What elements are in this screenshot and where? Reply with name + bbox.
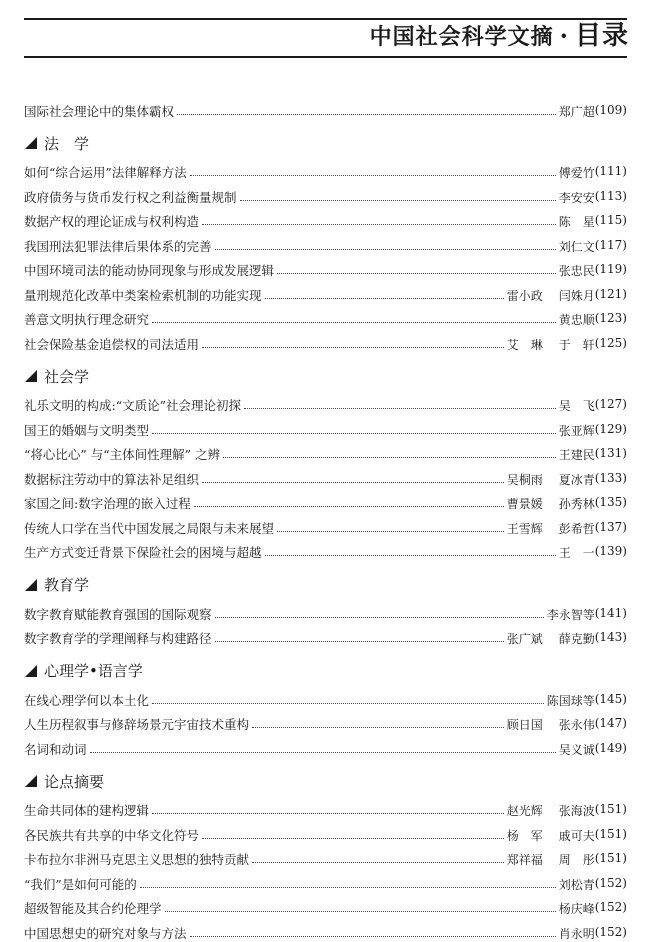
entry-title: 量刑规范化改革中类案检索机制的功能实现 xyxy=(24,287,262,303)
dot-leader xyxy=(223,457,556,458)
author-name: 王雪辉 xyxy=(506,521,543,536)
entry-title: 国际社会理论中的集体霸权 xyxy=(24,103,175,119)
entry-title: 中国思想史的研究对象与方法 xyxy=(24,925,187,941)
entry-authors xyxy=(507,851,627,868)
dot-leader xyxy=(177,114,556,115)
dot-leader xyxy=(252,727,504,728)
entry-authors xyxy=(507,827,627,844)
entry-authors xyxy=(559,397,627,414)
page-number: (149) xyxy=(594,740,627,755)
section-label: 心理学•语言学 xyxy=(44,662,143,680)
toc-entry[interactable] xyxy=(24,709,627,734)
entry-authors xyxy=(559,422,627,439)
entry-authors xyxy=(559,876,627,893)
entry-title: 超级智能及其合约伦理学 xyxy=(24,901,162,916)
toc-entry[interactable] xyxy=(24,844,627,869)
author-name: 王 一 xyxy=(558,546,595,560)
dot-leader xyxy=(152,433,556,434)
page-number: (121) xyxy=(594,286,627,301)
page-number: (123) xyxy=(594,311,627,325)
entry-title: 我国刑法犯罪法律后果体系的完善 xyxy=(24,238,212,254)
entry-authors xyxy=(559,164,627,181)
entry-authors xyxy=(507,495,627,512)
author-name: 肖永明 xyxy=(558,926,595,941)
entry-title: 在线心理学何以本土化 xyxy=(24,692,150,708)
author-name: 曹景媛 xyxy=(506,497,543,511)
author-name: 张忠民 xyxy=(558,264,595,278)
entry-authors xyxy=(559,544,627,561)
author-name: 郑广超 xyxy=(558,104,595,119)
toc-entry[interactable] xyxy=(24,439,627,464)
entry-authors xyxy=(507,287,627,304)
entry-authors xyxy=(507,520,627,537)
author-name: 戚可夫 xyxy=(558,828,595,843)
entry-title: 国王的婚姻与文明类型 xyxy=(24,422,150,438)
author-name: 张亚辉 xyxy=(558,423,595,438)
page-number: (115) xyxy=(594,213,627,227)
entry-authors xyxy=(559,213,627,230)
toc-list xyxy=(24,95,627,942)
author-name: 傅爱竹 xyxy=(558,166,595,180)
entry-authors xyxy=(559,103,627,120)
dot-leader xyxy=(152,813,504,814)
page-number: (131) xyxy=(594,446,627,460)
page-number: (129) xyxy=(594,421,627,436)
entry-title: 名词和动词 xyxy=(24,741,87,757)
journal-name: 中国社会科学文摘 xyxy=(369,24,554,50)
author-name: 张广斌 xyxy=(506,632,543,646)
author-name: 赵光辉 xyxy=(506,804,543,818)
page-number: (151) xyxy=(594,802,627,816)
dot-leader xyxy=(194,506,504,507)
dot-leader xyxy=(202,838,504,839)
author-name: 周 彤 xyxy=(558,853,595,867)
entry-authors xyxy=(559,262,627,279)
toc-entry[interactable] xyxy=(24,255,627,280)
dot-leader xyxy=(215,617,544,618)
dot-leader xyxy=(202,224,556,225)
toc-entry[interactable] xyxy=(24,488,627,513)
toc-entry[interactable] xyxy=(24,328,627,353)
section-heading xyxy=(24,133,627,154)
header-title xyxy=(370,17,629,55)
triangle-marker-icon xyxy=(24,774,38,788)
page-number: (109) xyxy=(594,102,627,117)
dot-leader xyxy=(215,641,504,642)
toc-entry[interactable] xyxy=(24,181,627,206)
entry-authors xyxy=(507,716,627,733)
author-name: 吴义诚 xyxy=(558,742,595,757)
entry-authors xyxy=(559,925,627,942)
toc-entry[interactable] xyxy=(24,414,627,439)
entry-title: 数字教育学的学理阐释与构建路径 xyxy=(24,631,212,646)
dot-leader xyxy=(202,347,504,348)
entry-authors xyxy=(559,238,627,255)
page-number: (127) xyxy=(594,397,627,411)
entry-title: 人生历程叙事与修辞场景元宇宙技术重构 xyxy=(24,717,250,732)
page-number: (117) xyxy=(594,237,627,252)
dot-leader xyxy=(277,531,504,532)
entry-authors xyxy=(507,471,627,488)
dot-leader xyxy=(252,862,504,863)
author-name: 于 轩 xyxy=(558,337,595,352)
dot-leader xyxy=(190,175,556,176)
entry-title: 礼乐文明的构成:“文质论”社会理论初探 xyxy=(24,398,241,413)
triangle-marker-icon xyxy=(24,369,38,383)
dot-leader xyxy=(244,408,556,409)
dot-leader xyxy=(265,555,556,556)
toc-entry[interactable] xyxy=(24,598,627,623)
dot-leader xyxy=(152,703,544,704)
toc-entry[interactable] xyxy=(24,623,627,648)
toc-entry[interactable] xyxy=(24,795,627,820)
toc-entry[interactable] xyxy=(24,279,627,304)
section-heading xyxy=(24,660,627,681)
toc-entry[interactable] xyxy=(24,95,627,120)
toc-entry[interactable] xyxy=(24,230,627,255)
author-name: 张海波 xyxy=(558,804,595,818)
author-name: 杨 军 xyxy=(506,828,543,843)
author-name: 黄忠顺 xyxy=(558,313,595,327)
entry-title: 家国之间:数字治理的嵌入过程 xyxy=(24,496,191,511)
entry-title: 数据标注劳动中的算法补足组织 xyxy=(24,471,200,487)
section-label: 论点摘要 xyxy=(44,772,105,791)
entry-title: 生命共同体的建构逻辑 xyxy=(24,803,150,818)
entry-authors xyxy=(559,311,627,328)
entry-title: 数字教育赋能教育强国的国际观察 xyxy=(24,606,212,622)
author-name: 杨庆峰 xyxy=(558,902,595,916)
page-number: (152) xyxy=(594,875,627,890)
entry-authors xyxy=(559,741,627,758)
page-number: (147) xyxy=(594,716,627,730)
toc-entry[interactable] xyxy=(24,537,627,562)
toc-entry[interactable] xyxy=(24,157,627,182)
header-bottom-rule xyxy=(24,56,627,58)
section-label: 社会学 xyxy=(44,367,90,386)
entry-title: 如何“综合运用”法律解释方法 xyxy=(24,165,187,180)
dot-leader xyxy=(140,887,556,888)
author-name: 王建民 xyxy=(558,448,595,462)
author-name: 闫姝月 xyxy=(558,288,595,303)
page-number: (143) xyxy=(594,630,627,644)
author-name: 李安安 xyxy=(558,190,595,205)
author-name: 艾 琳 xyxy=(506,337,543,352)
dot-leader xyxy=(265,298,504,299)
author-name: 薛克勤 xyxy=(558,632,595,646)
page-number: (135) xyxy=(594,495,627,509)
toc-entry[interactable] xyxy=(24,463,627,488)
page-number: (125) xyxy=(594,335,627,350)
section-label: 教育学 xyxy=(44,576,90,594)
toc-entry[interactable] xyxy=(24,819,627,844)
section-label: 法 学 xyxy=(44,134,90,153)
entry-authors xyxy=(559,189,627,206)
dot-leader xyxy=(190,936,556,937)
page-number: (133) xyxy=(594,470,627,485)
header-separator: · xyxy=(559,21,569,50)
author-name: 李永智等 xyxy=(546,607,595,622)
dot-leader xyxy=(215,249,556,250)
page-number: (119) xyxy=(594,262,627,276)
entry-authors xyxy=(547,692,627,709)
dot-leader xyxy=(90,752,556,753)
entry-title: 中国环境司法的能动协同现象与形成发展逻辑 xyxy=(24,263,275,278)
toc-entry[interactable] xyxy=(24,304,627,329)
toc-entry[interactable] xyxy=(24,390,627,415)
author-name: 张永伟 xyxy=(558,718,595,732)
author-name: 孙秀林 xyxy=(558,497,595,511)
entry-title: 善意文明执行理念研究 xyxy=(24,312,150,327)
section-heading xyxy=(24,574,627,595)
entry-title: 传统人口学在当代中国发展之局限与未来展望 xyxy=(24,520,275,536)
author-name: 刘松青 xyxy=(558,877,595,892)
toc-entry[interactable] xyxy=(24,206,627,231)
page-number: (139) xyxy=(594,544,627,558)
dot-leader xyxy=(202,482,504,483)
page-number: (145) xyxy=(594,691,627,706)
entry-title: 政府债务与货币发行权之利益衡量规制 xyxy=(24,189,237,205)
entry-authors xyxy=(507,336,627,353)
page-number: (151) xyxy=(594,826,627,841)
author-name: 吴 飞 xyxy=(558,399,595,413)
toc-entry[interactable] xyxy=(24,733,627,758)
page-number: (141) xyxy=(594,605,627,620)
dot-leader xyxy=(240,200,556,201)
page-number: (137) xyxy=(594,519,627,534)
triangle-marker-icon xyxy=(24,578,38,592)
toc-entry[interactable] xyxy=(24,893,627,918)
toc-heading: 目录 xyxy=(574,21,629,51)
dot-leader xyxy=(165,911,556,912)
author-name: 陈国球等 xyxy=(546,693,595,708)
entry-title: 卡布拉尔非洲马克思主义思想的独特贡献 xyxy=(24,852,250,867)
entry-title: 数据产权的理论证成与权利构造 xyxy=(24,214,200,229)
author-name: 郑祥福 xyxy=(506,853,543,867)
toc-entry[interactable] xyxy=(24,684,627,709)
page-number: (152) xyxy=(594,924,627,939)
entry-authors xyxy=(547,606,627,623)
toc-entry[interactable] xyxy=(24,917,627,942)
triangle-marker-icon xyxy=(24,136,38,150)
entry-title: 生产方式变迁背景下保险社会的困境与超越 xyxy=(24,545,262,560)
author-name: 顾日国 xyxy=(506,718,543,732)
toc-entry[interactable] xyxy=(24,868,627,893)
page-number: (111) xyxy=(594,164,627,178)
entry-authors xyxy=(559,446,627,463)
author-name: 雷小政 xyxy=(506,288,543,303)
author-name: 刘仁文 xyxy=(558,239,595,254)
section-heading xyxy=(24,366,627,387)
entry-authors xyxy=(507,802,627,819)
dot-leader xyxy=(152,322,556,323)
entry-title: “将心比心” 与“主体间性理解” 之辨 xyxy=(24,447,221,462)
entry-authors xyxy=(559,900,627,917)
dot-leader xyxy=(277,273,556,274)
page-number: (152) xyxy=(594,900,627,914)
page-number: (151) xyxy=(594,851,627,865)
author-name: 吴桐雨 xyxy=(506,472,543,487)
author-name: 夏冰青 xyxy=(558,472,595,487)
entry-title: 各民族共有共享的中华文化符号 xyxy=(24,827,200,843)
entry-title: 社会保险基金追偿权的司法适用 xyxy=(24,336,200,352)
author-name: 陈 星 xyxy=(558,215,595,229)
entry-authors xyxy=(507,630,627,647)
author-name: 彭希哲 xyxy=(558,521,595,536)
toc-entry[interactable] xyxy=(24,512,627,537)
triangle-marker-icon xyxy=(24,664,38,678)
entry-title: “我们”是如何可能的 xyxy=(24,876,137,892)
section-heading xyxy=(24,771,627,792)
page-number: (113) xyxy=(594,188,627,203)
